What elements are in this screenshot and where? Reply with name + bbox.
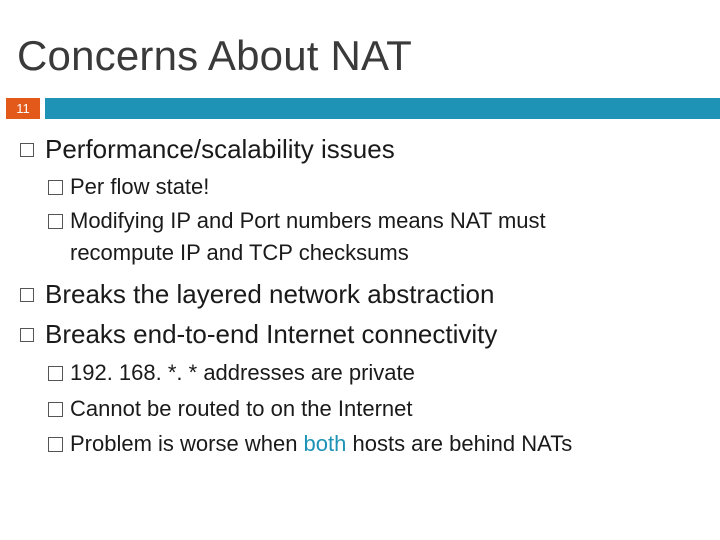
subbullet-modifying: [48, 208, 546, 234]
bullet-text-pre: Problem is worse when: [70, 431, 304, 456]
slide-number: 11: [6, 98, 40, 119]
bullet-text: 192. 168. *. * addresses are private: [70, 360, 415, 385]
bullet-text: Modifying IP and Port numbers means NAT must: [70, 208, 546, 233]
checkbox-bullet-icon: [20, 288, 34, 302]
bullet-text: Performance/scalability issues: [45, 134, 395, 164]
subbullet-modifying-cont: recompute IP and TCP checksums: [70, 240, 409, 265]
bullet-text-highlight: both: [303, 431, 347, 456]
subbullet-per-flow: [48, 174, 209, 200]
checkbox-bullet-icon: [20, 328, 34, 342]
checkbox-bullet-icon: [48, 437, 63, 452]
bullet-layered: [20, 279, 494, 310]
bullet-end-to-end: [20, 319, 497, 350]
checkbox-bullet-icon: [48, 180, 63, 195]
subbullet-private: [48, 360, 415, 386]
bullet-text: Cannot be routed to on the Internet: [70, 396, 413, 421]
slide-title: Concerns About NAT: [17, 32, 413, 79]
bullet-text: Breaks the layered network abstraction: [45, 279, 495, 309]
checkbox-bullet-icon: [48, 214, 63, 229]
bullet-text: Breaks end-to-end Internet connectivity: [45, 319, 498, 349]
subbullet-problem: [48, 431, 572, 457]
checkbox-bullet-icon: [48, 366, 63, 381]
subbullet-routed: [48, 396, 412, 422]
checkbox-bullet-icon: [48, 402, 63, 417]
bullet-text: Per flow state!: [70, 174, 210, 199]
bullet-performance: [20, 134, 395, 165]
checkbox-bullet-icon: [20, 143, 34, 157]
header-bar: [45, 98, 720, 119]
bullet-text-post: hosts are behind NATs: [346, 431, 573, 456]
